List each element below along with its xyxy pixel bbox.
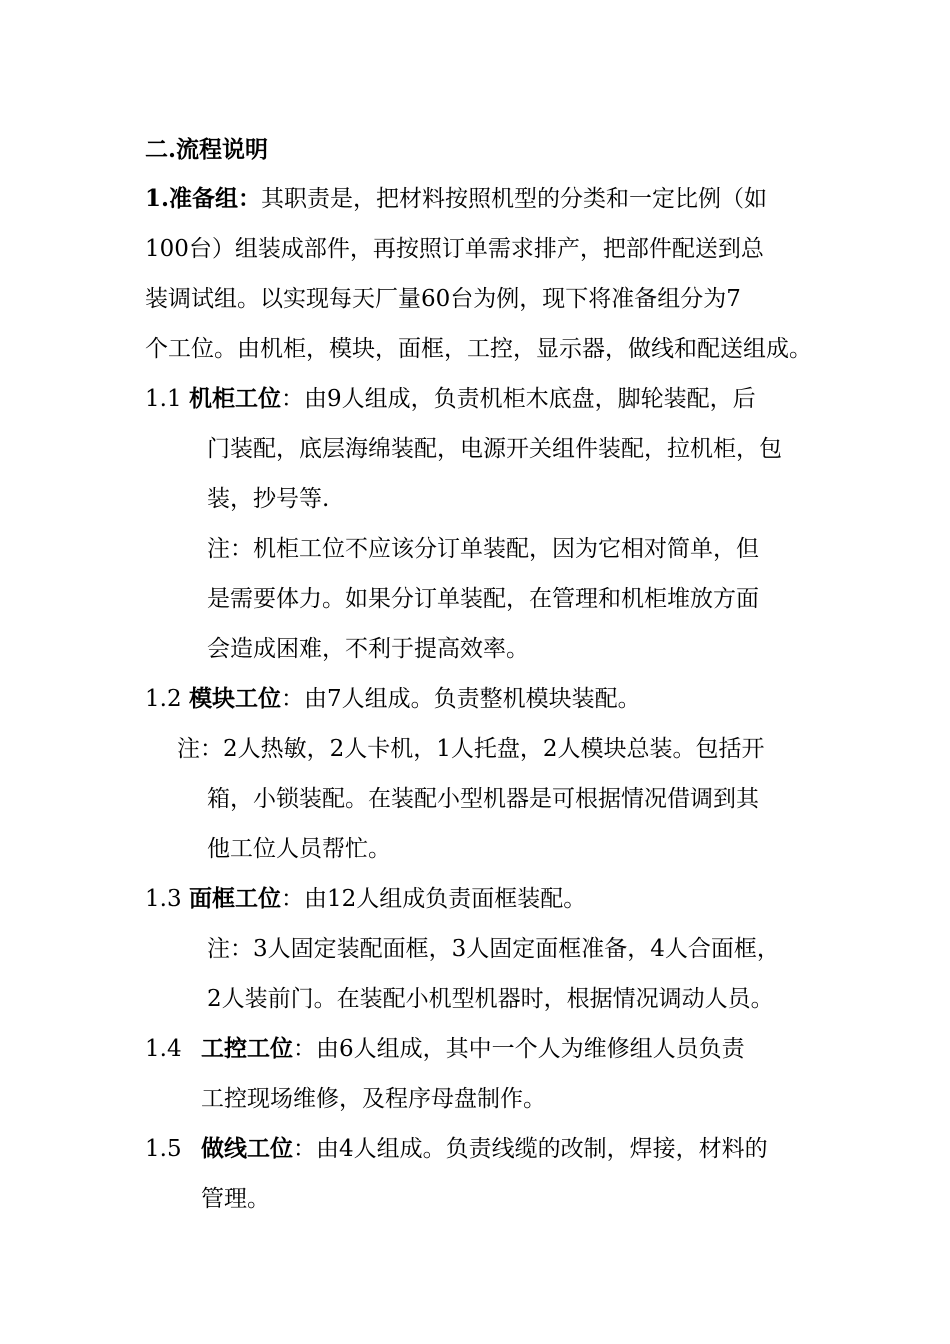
item-line (189, 884, 586, 914)
item-text: ：由6人组成，其中一个人为维修组人员负责 (293, 1036, 745, 1062)
section-heading: 二.流程说明 (145, 136, 269, 163)
item-title: 工控工位 (201, 1035, 293, 1062)
item-line: 工控现场维修，及程序母盘制作。 (201, 1086, 546, 1112)
item-number: 1.5 (145, 1136, 182, 1162)
note-line: 会造成困难，不利于提高效率。 (207, 636, 529, 662)
section-label: 1.准备组： (145, 185, 262, 212)
item-number: 1.1 (145, 386, 182, 412)
item-line (189, 384, 756, 414)
item-line: 门装配，底层海绵装配，电源开关组件装配，拉机柜，包 (207, 436, 782, 462)
item-text: ：由9人组成，负责机柜木底盘，脚轮装配，后 (281, 386, 756, 412)
note-line: 箱，小锁装配。在装配小型机器是可根据情况借调到其 (207, 786, 759, 812)
item-title: 模块工位 (189, 685, 281, 712)
note-line: 2人装前门。在装配小机型机器时，根据情况调动人员。 (207, 986, 774, 1012)
item-number: 1.3 (145, 886, 182, 912)
item-text: ：由12人组成负责面框装配。 (281, 886, 587, 912)
item-line (189, 684, 641, 714)
paragraph-line: 个工位。由机柜，模块，面框，工控，显示器，做线和配送组成。 (145, 336, 812, 362)
item-text: ：由4人组成。负责线缆的改制，焊接，材料的 (293, 1136, 768, 1162)
item-line (201, 1134, 768, 1164)
item-title: 机柜工位 (189, 385, 281, 412)
item-title: 做线工位 (201, 1135, 293, 1162)
note-line: 注：3人固定装配面框，3人固定面框准备，4人合面框， (207, 936, 780, 962)
item-number: 1.2 (145, 686, 182, 712)
paragraph-line: 100台）组装成部件，再按照订单需求排产，把部件配送到总 (145, 236, 764, 262)
item-line (201, 1034, 745, 1064)
paragraph-text: 其职责是，把材料按照机型的分类和一定比例（如 (261, 186, 768, 212)
note-line: 注：2人热敏，2人卡机，1人托盘，2人模块总装。包括开 (177, 736, 765, 762)
item-line: 管理。 (201, 1186, 270, 1212)
paragraph-line: 装调试组。以实现每天厂量60台为例，现下将准备组分为7 (145, 286, 741, 312)
item-title: 面框工位 (189, 885, 281, 912)
note-line: 是需要体力。如果分订单装配，在管理和机柜堆放方面 (207, 586, 759, 612)
item-text: ：由7人组成。负责整机模块装配。 (281, 686, 641, 712)
item-number: 1.4 (145, 1036, 182, 1062)
item-line: 装，抄号等. (207, 486, 330, 512)
note-line: 注：机柜工位不应该分订单装配，因为它相对简单，但 (207, 536, 759, 562)
note-line: 他工位人员帮忙。 (207, 836, 391, 862)
paragraph-line (145, 184, 767, 214)
